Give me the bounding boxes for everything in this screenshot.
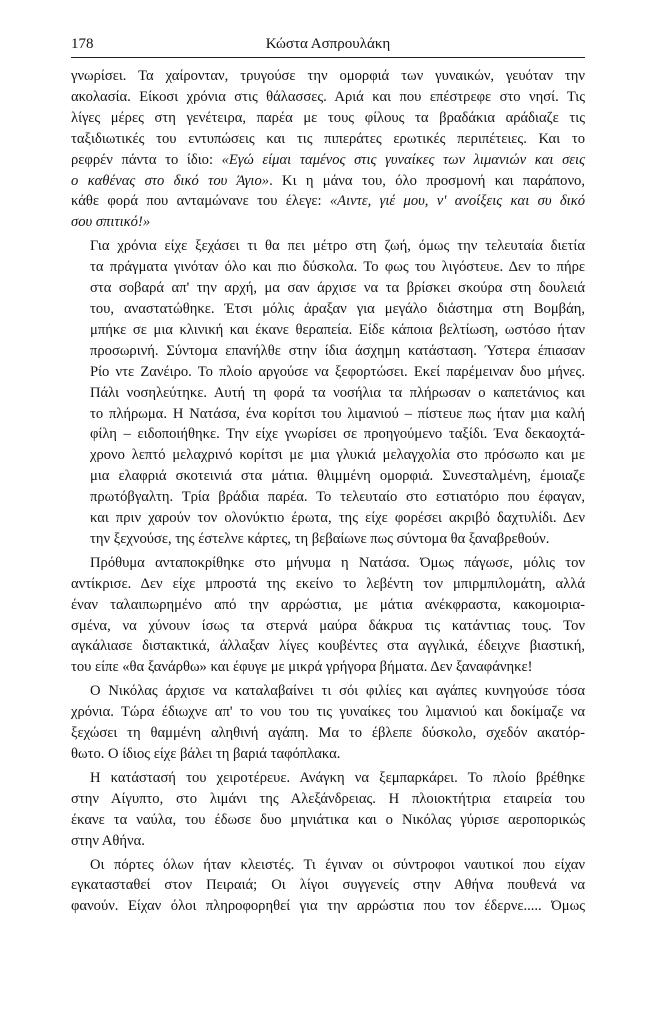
header-rule bbox=[71, 57, 585, 58]
text-line: στην Αθήνα. bbox=[71, 832, 145, 849]
text-line: του, αναστατώθηκε. Έτσι μόλις άραξαν για μεγάλο διάστημα στη Βομβάη, bbox=[90, 300, 585, 317]
text-line: Η κατάστασή του χειροτέρευε. Ανάγκη να ξεμπαρκάρει. Το πλοίο βρέθηκε bbox=[90, 769, 585, 786]
text-line: αγκάλιασε διστακτικά, άλλαξαν λίγες κουβέντες στα αγγλικά, έδειχνε βιαστική, bbox=[71, 638, 585, 655]
text-line: ταξιδιωτικές του εντυπώσεις και τις πιπεράτες ερωτικές περιπέτειες. Και το bbox=[71, 130, 585, 147]
text-line: έκανε τα ναύλα, του έδωσε δυο μηνιάτικα και ο Νικόλας γύρισε αεροπορικώς bbox=[71, 811, 585, 828]
text-line: Πάλι νοσηλεύτηκε. Αυτή τη φορά τα νοσήλια τα πλήρωσαν ο καπετάνιος και bbox=[90, 384, 585, 401]
text-segment bbox=[71, 173, 585, 189]
text-line-italic-quote bbox=[71, 191, 585, 212]
text-line-italic-quote bbox=[71, 212, 585, 233]
text-line: του είπε «θα ξανάρθω» και έφυγε με μικρά γρήγορα βήματα. Δεν ξαναφάνηκε! bbox=[71, 659, 533, 676]
text-line: στα σοβαρά απ' την αρχή, μα σαν άρχισε να τα βρίσκει σκούρα στη δουλειά bbox=[90, 280, 585, 297]
text-line: μια ελαφριά σκοτεινιά στα μάτια. θλιμμένη ομορφιά. Συνεσταλμένη, έμοιαζε bbox=[90, 468, 585, 485]
text-line: θωτο. Ο ίδιος είχε βάλει τη βαριά ταφόπλακα. bbox=[71, 746, 341, 762]
text-line: λίγες μέρες στη γενέτειρα, παρέα με τους φίλους τα βραδάκια αράδιαζε τις bbox=[71, 109, 585, 126]
text-line: φανούν. Είχαν όλοι πληροφορηθεί για την αρρώστια που τον έδερνε..... Όμως bbox=[71, 898, 585, 915]
text-line: Ο Νικόλας άρχισε να καταλαβαίνει τι σόι φιλίες και αγάπες κυνηγούσε τόσα bbox=[90, 683, 585, 700]
text-line: χρόνια. Τώρα έδιωχνε απ' το νου του τις γυναίκες του λιμανιού και δοκίμαζε να bbox=[71, 704, 585, 721]
paragraph bbox=[71, 66, 585, 233]
text-line: έναν ταλαιπωρημένο από την αρρώστια, με μάτια ανέκφραστα, κακομοιρια- bbox=[71, 596, 585, 613]
text-line: ξεχώσει τη θαμμένη αληθινή αγάπη. Μα το έβλεπε δύσκολο, σχεδόν ακατόρ- bbox=[71, 725, 585, 742]
paragraph bbox=[71, 553, 585, 678]
text-line: Για χρόνια είχε ξεχάσει τι θα πει μέτρο στη ζωή, όμως την τελευταία διετία bbox=[90, 238, 585, 255]
paragraph bbox=[71, 236, 585, 550]
italic-text: «Εγώ είμαι ταμένος στις γυναίκες των λιμανιών και σεις bbox=[221, 151, 585, 168]
text-line: Ρίο ντε Ζανέιρο. Το πλοίο αργούσε να ξεφορτώσει. Εκεί παρέμειναν δυο μήνες. bbox=[90, 363, 585, 380]
text-segment bbox=[71, 193, 585, 209]
italic-text: ο καθένας στο δικό του Άγιο» bbox=[71, 172, 270, 189]
text-line: χρονο λεπτό μελαχρινό κορίτσι με μια γλυκιά μελαγχολία στο πρόσωπο και με bbox=[90, 447, 585, 464]
text-segment bbox=[71, 152, 585, 168]
italic-text: σου σπιτικό!» bbox=[71, 214, 151, 231]
text-line: Πρόθυμα ανταποκρίθηκε στο μήνυμα η Νατάσα. Όμως πάγωσε, μόλις τον bbox=[90, 554, 585, 571]
text-line: αντίκρισε. Δεν είχε μπροστά της εκείνο το λεβέντη τον μπιρμπιλομάτη, αλλά bbox=[71, 575, 585, 592]
text-line: σμένα, να χύνουν ίσως τα στερνά μαύρα δάκρυα τις κατάντιας τους. Τον bbox=[71, 617, 585, 634]
italic-text: «Αιντε, γιέ μου, ν' ανοίξεις και συ δικό bbox=[329, 193, 586, 210]
text-line: Οι πόρτες όλων ήταν κλειστές. Τι έγιναν οι σύντροφοι ναυτικοί που είχαν bbox=[90, 856, 585, 873]
paragraph bbox=[71, 681, 585, 765]
text-line: φίλη – ειδοποιήθηκε. Την είχε γνωρίσει σε προηγούμενο ταξίδι. Ένα δεκαοχτά- bbox=[90, 426, 585, 443]
text-line: εγκατασταθεί στον Πειραιά; Οι λίγοι συγγενείς στην Αθήνα πουθενά να bbox=[71, 877, 585, 894]
text-line: το πλήρωμα. Η Νατάσα, ένα κορίτσι του λιμανιού – πίστευε πως ήταν μια καλή bbox=[90, 405, 585, 422]
text-line-italic-quote bbox=[71, 150, 585, 171]
text-line: ακολασία. Είκοσι χρόνια στις θάλασσες. Αριά και που επέστρεφε στο νησί. Τις bbox=[71, 88, 585, 105]
text-line: γνωρίσει. Τα χαίρονταν, τρυγούσε την ομορφιά των γυναικών, γευόταν την bbox=[71, 68, 585, 84]
text-line: τα πράγματα γινόταν όλο και πιο δύσκολα. Το φως του λιγόστευε. Δεν το πήρε bbox=[90, 259, 585, 276]
text-segment: κάθε φορά που ανταμώνανε του έλεγε: bbox=[71, 193, 330, 210]
text-line: την ξεχνούσε, της έστελνε κάρτες, τη βεβαίωνε πως σύντομα θα ξαναβρεθούν. bbox=[90, 530, 550, 547]
running-head-author: Κώστα Ασπρουλάκη bbox=[265, 36, 391, 52]
text-line: και πριν χαρούν τον ολονύκτιο έρωτα, της είχε φορέσει ακριβό δαχτυλίδι. Δεν bbox=[90, 510, 585, 527]
paragraph bbox=[71, 768, 585, 852]
page-header bbox=[71, 36, 585, 56]
text-line-italic-quote bbox=[71, 171, 585, 192]
body-text bbox=[71, 66, 585, 920]
text-line: πρωτόβγαλτη. Τρία βράδια παρέα. Το τελευταίο στο εστιατόριο που έφαγαν, bbox=[90, 489, 585, 506]
text-line: μπήκε σε μια κλινική και έκανε θεραπεία. Είδε κάποια βελτίωση, ωστόσο ήταν bbox=[90, 321, 585, 338]
text-segment: . Κι η μάνα του, όλο προσμονή και παράπονο, bbox=[269, 172, 585, 189]
paragraph bbox=[71, 855, 585, 918]
text-segment: ρεφρέν πάντα το ίδιο: bbox=[71, 151, 222, 168]
text-line: στην Αίγυπτο, στο λιμάνι της Αλεξάνδρειας. Η πλοιοκτήτρια εταιρεία του bbox=[71, 790, 585, 807]
text-line: προσωρινή. Σύντομα επανήλθε στην ίδια άσχημη κατάσταση. Ύστερα έπιασαν bbox=[90, 342, 585, 359]
page-number: 178 bbox=[71, 36, 94, 52]
